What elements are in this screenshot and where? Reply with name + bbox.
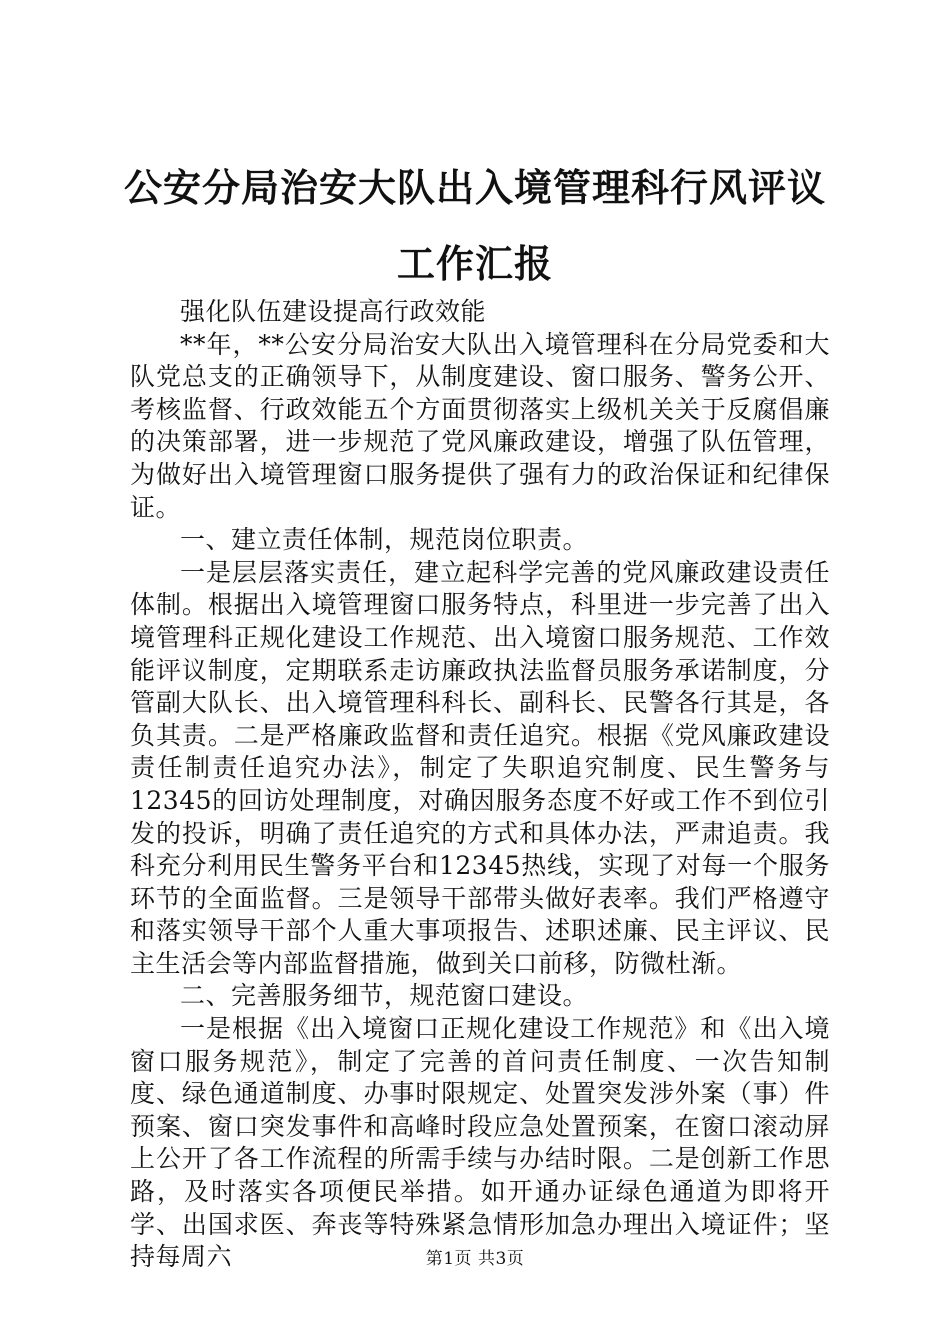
document-body xyxy=(130,296,830,1274)
document-title: 公安分局治安大队出入境管理科行风评议工作汇报 xyxy=(123,165,826,286)
intro-paragraph: **年，**公安分局治安大队出入境管理科在分局党委和大队党总支的正确领导下，从制度建设、窗口服务、警务公开、考核监督、行政效能五个方面贯彻落实上级机关关于反腐倡廉的决策部署，进一步规范了党风廉政建设，增强了队伍管理，为做好出入境管理窗口服务提供了强有力的政治保证和纪律保证。 xyxy=(130,329,830,522)
section-heading-2: 二、完善服务细节，规范窗口建设。 xyxy=(180,981,589,1011)
subtitle-paragraph: 强化队伍建设提高行政效能 xyxy=(180,297,487,326)
section-1-paragraph: 一是层层落实责任，建立起科学完善的党风廉政建设责任体制。根据出入境管理窗口服务特点，科里进一步完善了出入境管理科正规化建设工作规范、出入境窗口服务规范、工作效能评议制度，定期联系走访廉政执法监督员服务承诺制度，分管副大队长、出入境管理科科长、副科长、民警各行其是，各负其责。二是严格廉政监督和责任追究。根据《党风廉政建设责任制责任追究办法》，制定了失职追究制度、民生警务与12345的回访处理制度，对确因服务态度不好或工作不到位引发的投诉，明确了责任追究的方式和具体办法，严肃追责。我科充分利用民生警务平台和12345热线，实现了对每一个服务环节的全面监督。三是领导干部带头做好表率。我们严格遵守和落实领导干部个人重大事项报告、述职述廉、民主评议、民主生活会等内部监督措施，做到关口前移，防微杜渐。 xyxy=(130,557,830,978)
section-2-paragraph: 一是根据《出入境窗口正规化建设工作规范》和《出入境窗口服务规范》，制定了完善的首问责任制度、一次告知制度、绿色通道制度、办事时限规定、处置突发涉外案（事）件预案、窗口突发事件和高峰时段应急处置预案，在窗口滚动屏上公开了各工作流程的所需手续与办结时限。二是创新工作思路，及时落实各项便民举措。如开通办证绿色通道为即将开学、出国求医、奔丧等特殊紧急情形加急办理出入境证件；坚持每周六 xyxy=(130,1014,830,1272)
page-number-footer: 第1页 共3页 xyxy=(425,1249,525,1269)
section-heading-1: 一、建立责任体制，规范岗位职责。 xyxy=(180,525,589,555)
